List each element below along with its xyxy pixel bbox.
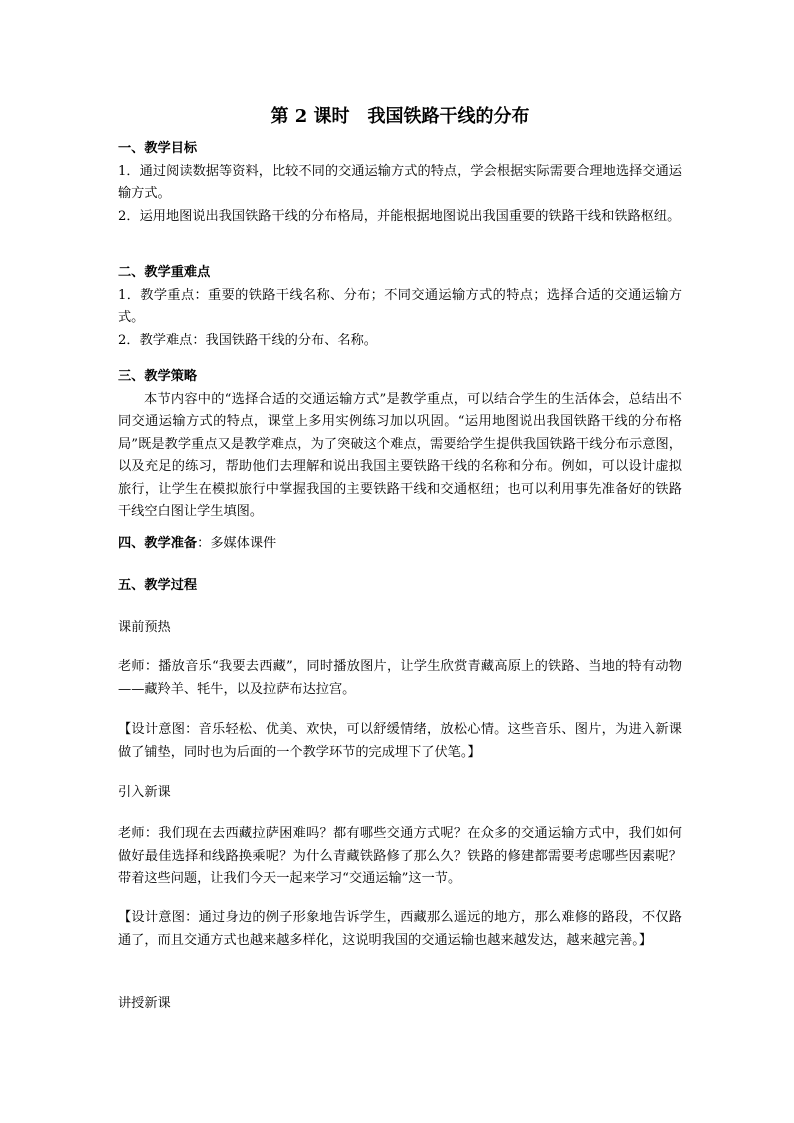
section-preparation: 四、教学准备：多媒体课件 bbox=[118, 536, 277, 551]
section-strategy bbox=[118, 366, 682, 524]
section-heading: 四、教学准备 bbox=[118, 536, 198, 551]
section-objectives bbox=[118, 138, 682, 228]
key-point-item: 2．教学难点：我国铁路干线的分布、名称。 bbox=[118, 332, 377, 348]
subsection-label: 课前预热 bbox=[118, 620, 171, 635]
preparation-text: 多媒体课件 bbox=[210, 536, 277, 551]
objective-item: 1．通过阅读数据等资料，比较不同的交通运输方式的特点，学会根据实际需要合理地选择交通运输方式。 bbox=[118, 163, 682, 201]
section-process bbox=[118, 575, 682, 598]
design-intent-paragraph: 【设计意图：音乐轻松、优美、欢快，可以舒缓情绪，放松心情。这些音乐、图片，为进入新课做了铺垫，同时也为后面的一个教学环节的完成埋下了伏笔。】 bbox=[118, 722, 682, 760]
strategy-paragraph: 本节内容中的“选择合适的交通运输方式”是教学重点，可以结合学生的生活体会，总结出不同交通运输方式的特点，课堂上多用实例练习加以巩固。“运用地图说出我国铁路干线的分布格局”既是教学重点又是教学难点，为了突破这个难点，需要给学生提供我国铁路干线分布示意图，以及充足的练习，帮助他们去理解和说出我国主要铁路干线的名称和分布。例如，可以设计虚拟旅行，让学生在模拟旅行中掌握我国的主要铁路干线和交通枢纽；也可以利用事先准备好的铁路干线空白图让学生填图。 bbox=[118, 391, 682, 519]
design-intent-paragraph: 【设计意图：通过身边的例子形象地告诉学生，西藏那么遥远的地方，那么难修的路段，不仅路通了，而且交通方式也越来越多样化，这说明我国的交通运输也越来越发达，越来越完善。】 bbox=[118, 910, 682, 948]
objective-item: 2．运用地图说出我国铁路干线的分布格局，并能根据地图说出我国重要的铁路干线和铁路枢纽。 bbox=[118, 208, 681, 224]
key-point-item: 1．教学重点：重要的铁路干线名称、分布；不同交通运输方式的特点；选择合适的交通运输方式。 bbox=[118, 287, 682, 325]
subsection-label: 引入新课 bbox=[118, 785, 171, 800]
lesson-title: 第 2 课时 我国铁路干线的分布 bbox=[270, 106, 530, 127]
teacher-paragraph: 老师：播放音乐“我要去西藏”，同时播放图片，让学生欣赏青藏高原上的铁路、当地的特有动物——藏羚羊、牦牛，以及拉萨布达拉宫。 bbox=[118, 659, 682, 697]
teacher-paragraph: 老师：我们现在去西藏拉萨困难吗？都有哪些交通方式呢？在众多的交通运输方式中，我们如何做好最佳选择和线路换乘呢？为什么青藏铁路修了那么久？铁路的修建都需要考虑哪些因素呢？带着这些问题，让我们今天一起来学习“交通运输”这一节。 bbox=[118, 826, 682, 886]
section-heading: 三、教学策略 bbox=[118, 369, 198, 384]
section-heading: 二、教学重难点 bbox=[118, 265, 211, 280]
section-key-points bbox=[118, 262, 682, 352]
section-heading: 五、教学过程 bbox=[118, 578, 198, 593]
subsection-label: 讲授新课 bbox=[118, 996, 171, 1011]
section-heading: 一、教学目标 bbox=[118, 141, 198, 156]
